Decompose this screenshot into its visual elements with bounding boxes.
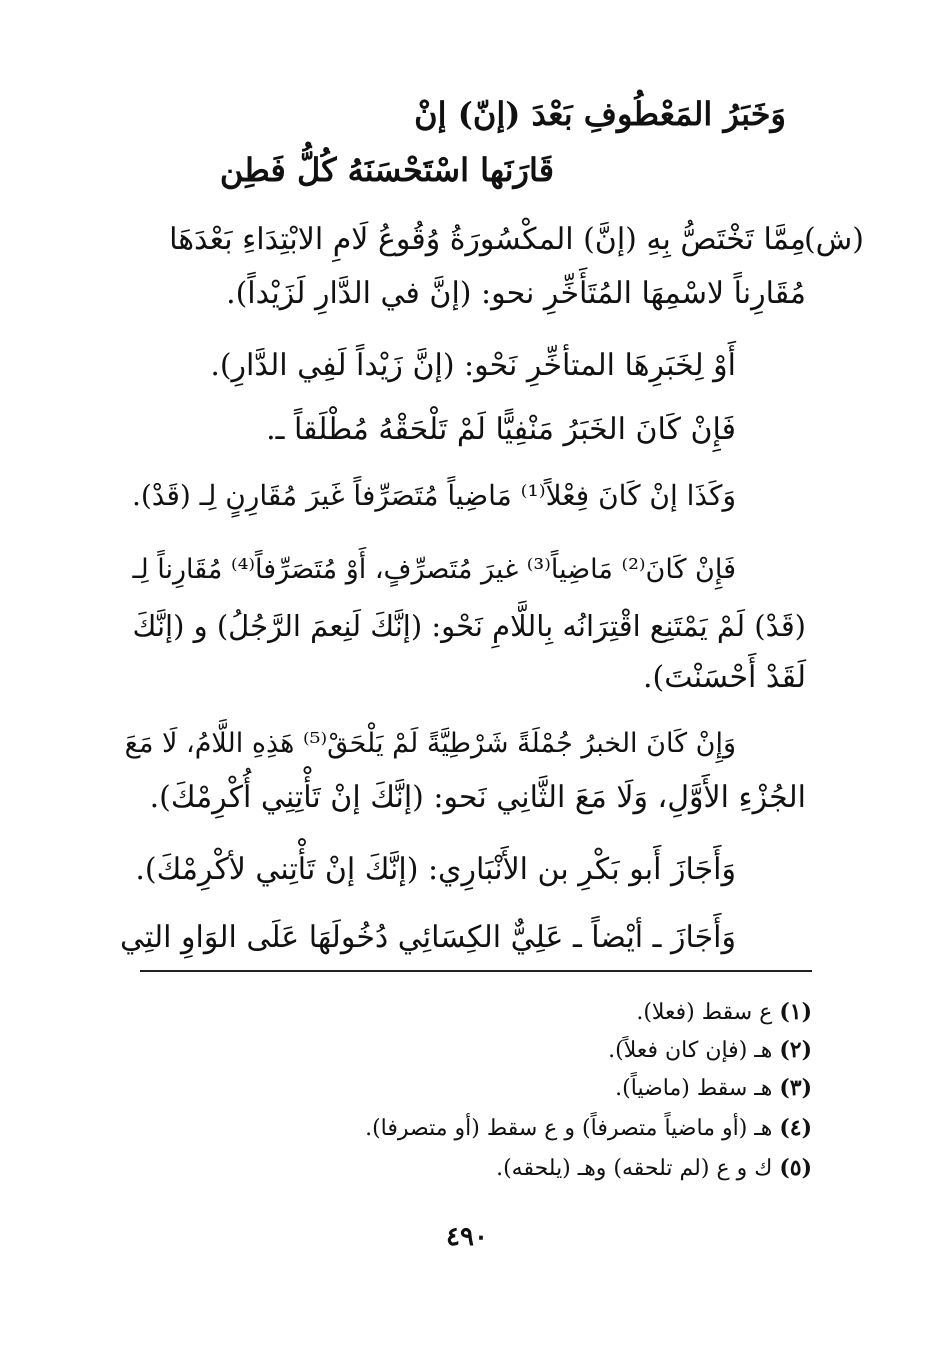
commentary-line-7: (قَدْ) لَمْ يَمْتَنِع اقْتِرَانُه بِاللَّامِ نَحْو: (إنَّكَ لَنِعمَ الرَّجُلُ) و (إنَّكَ: [132, 609, 806, 643]
commentary-line-12: وَأَجَازَ ـ أيْضاً ـ عَلِيٌّ الكِسَائِي دُخُولَهَا عَلَى الوَاوِ التِي: [119, 920, 736, 955]
footnote-number: (٢): [779, 1037, 812, 1063]
footnote-number: (٣): [779, 1075, 812, 1101]
footnote-1: [636, 996, 812, 1029]
verse-line-1: وَخَبَرُ المَعْطُوفِ بَعْدَ (إنّ) إنْ: [414, 95, 786, 133]
footnote-text: ك و ع (لم تلحقه) وهـ (يلحقه).: [496, 1156, 773, 1181]
footnote-number: (٤): [779, 1115, 812, 1141]
footnote-number: (٥): [779, 1155, 812, 1181]
commentary-line-11: وَأَجَازَ أَبو بَكْرِ بن الأَنْبَارِي: (إنَّكَ إنْ تَأْتِني لأكْرِمْكَ).: [135, 852, 736, 887]
commentary-line-2: مُقَارِناً لاسْمِهَا المُتَأَخِّرِ نحو: (إنَّ في الدَّارِ لَزَيْداً).: [226, 276, 806, 311]
page-number: ٤٩٠: [446, 1222, 488, 1252]
commentary-line-3: أَوْ لِخَبَرِهَا المتأخِّرِ نَحْو: (إنَّ زَيْداً لَفِي الدَّارِ).: [210, 348, 736, 383]
footnote-separator: [140, 970, 812, 972]
verse-line-2: قَارَنَها اسْتَحْسَنَهُ كُلُّ فَطِن: [219, 151, 554, 189]
footnote-text: ع سقط (فعلا).: [636, 1000, 773, 1025]
commentary-line-4: فَإِنْ كَانَ الخَبَرُ مَنْفِيًّا لَمْ تَلْحَقْهُ مُطْلَقاً ـ.: [266, 412, 736, 447]
commentary-line-5: وَكَذَا إنْ كَانَ فِعْلاً⁽¹⁾ مَاضِياً مُتَصَرِّفاً غَيرَ مُقَارِنٍ لِـ (قَدْ).: [131, 479, 736, 512]
commentary-line-10: الجُزْءِ الأَوَّلِ، وَلَا مَعَ الثَّانِي نَحو: (إنَّكَ إنْ تَأْتِنِي أُكْرِمْكَ).: [149, 780, 806, 815]
commentary-line-6: فَإِنْ كَانَ⁽²⁾ مَاضِياً⁽³⁾ غيرَ مُتَصرِّفٍ، أَوْ مُتَصَرِّفاً⁽⁴⁾ مُقَارِناً لِـ: [132, 554, 736, 585]
commentary-line-1: مِمَّا تَخْتَصُّ بِهِ (إنَّ) المكْسُورَةُ وُقُوعُ لَامِ الابْتِدَاءِ بَعْدَهَا: [169, 222, 806, 257]
footnote-number: (١): [779, 999, 812, 1025]
commentary-line-8: لَقَدْ أَحْسَنْتَ).: [643, 660, 806, 695]
footnote-2: [608, 1034, 812, 1067]
commentary-line-9: وَإِنْ كَانَ الخبرُ جُمْلَةً شَرْطِيَّةً لَمْ يَلْحَقْ⁽⁵⁾ هَذِهِ اللَّامُ، لَا مَعَ: [124, 728, 736, 759]
footnote-text: هـ (فإن كان فعلاً).: [608, 1038, 773, 1063]
footnote-5: [496, 1152, 812, 1185]
commentary-marker: (ش): [803, 222, 864, 257]
footnote-4: [365, 1112, 812, 1145]
footnote-text: هـ سقط (ماضياً).: [615, 1076, 773, 1101]
footnote-3: [615, 1072, 812, 1105]
footnote-text: هـ (أو ماضياً متصرفاً) و ع سقط (أو متصرفا).: [365, 1116, 773, 1141]
